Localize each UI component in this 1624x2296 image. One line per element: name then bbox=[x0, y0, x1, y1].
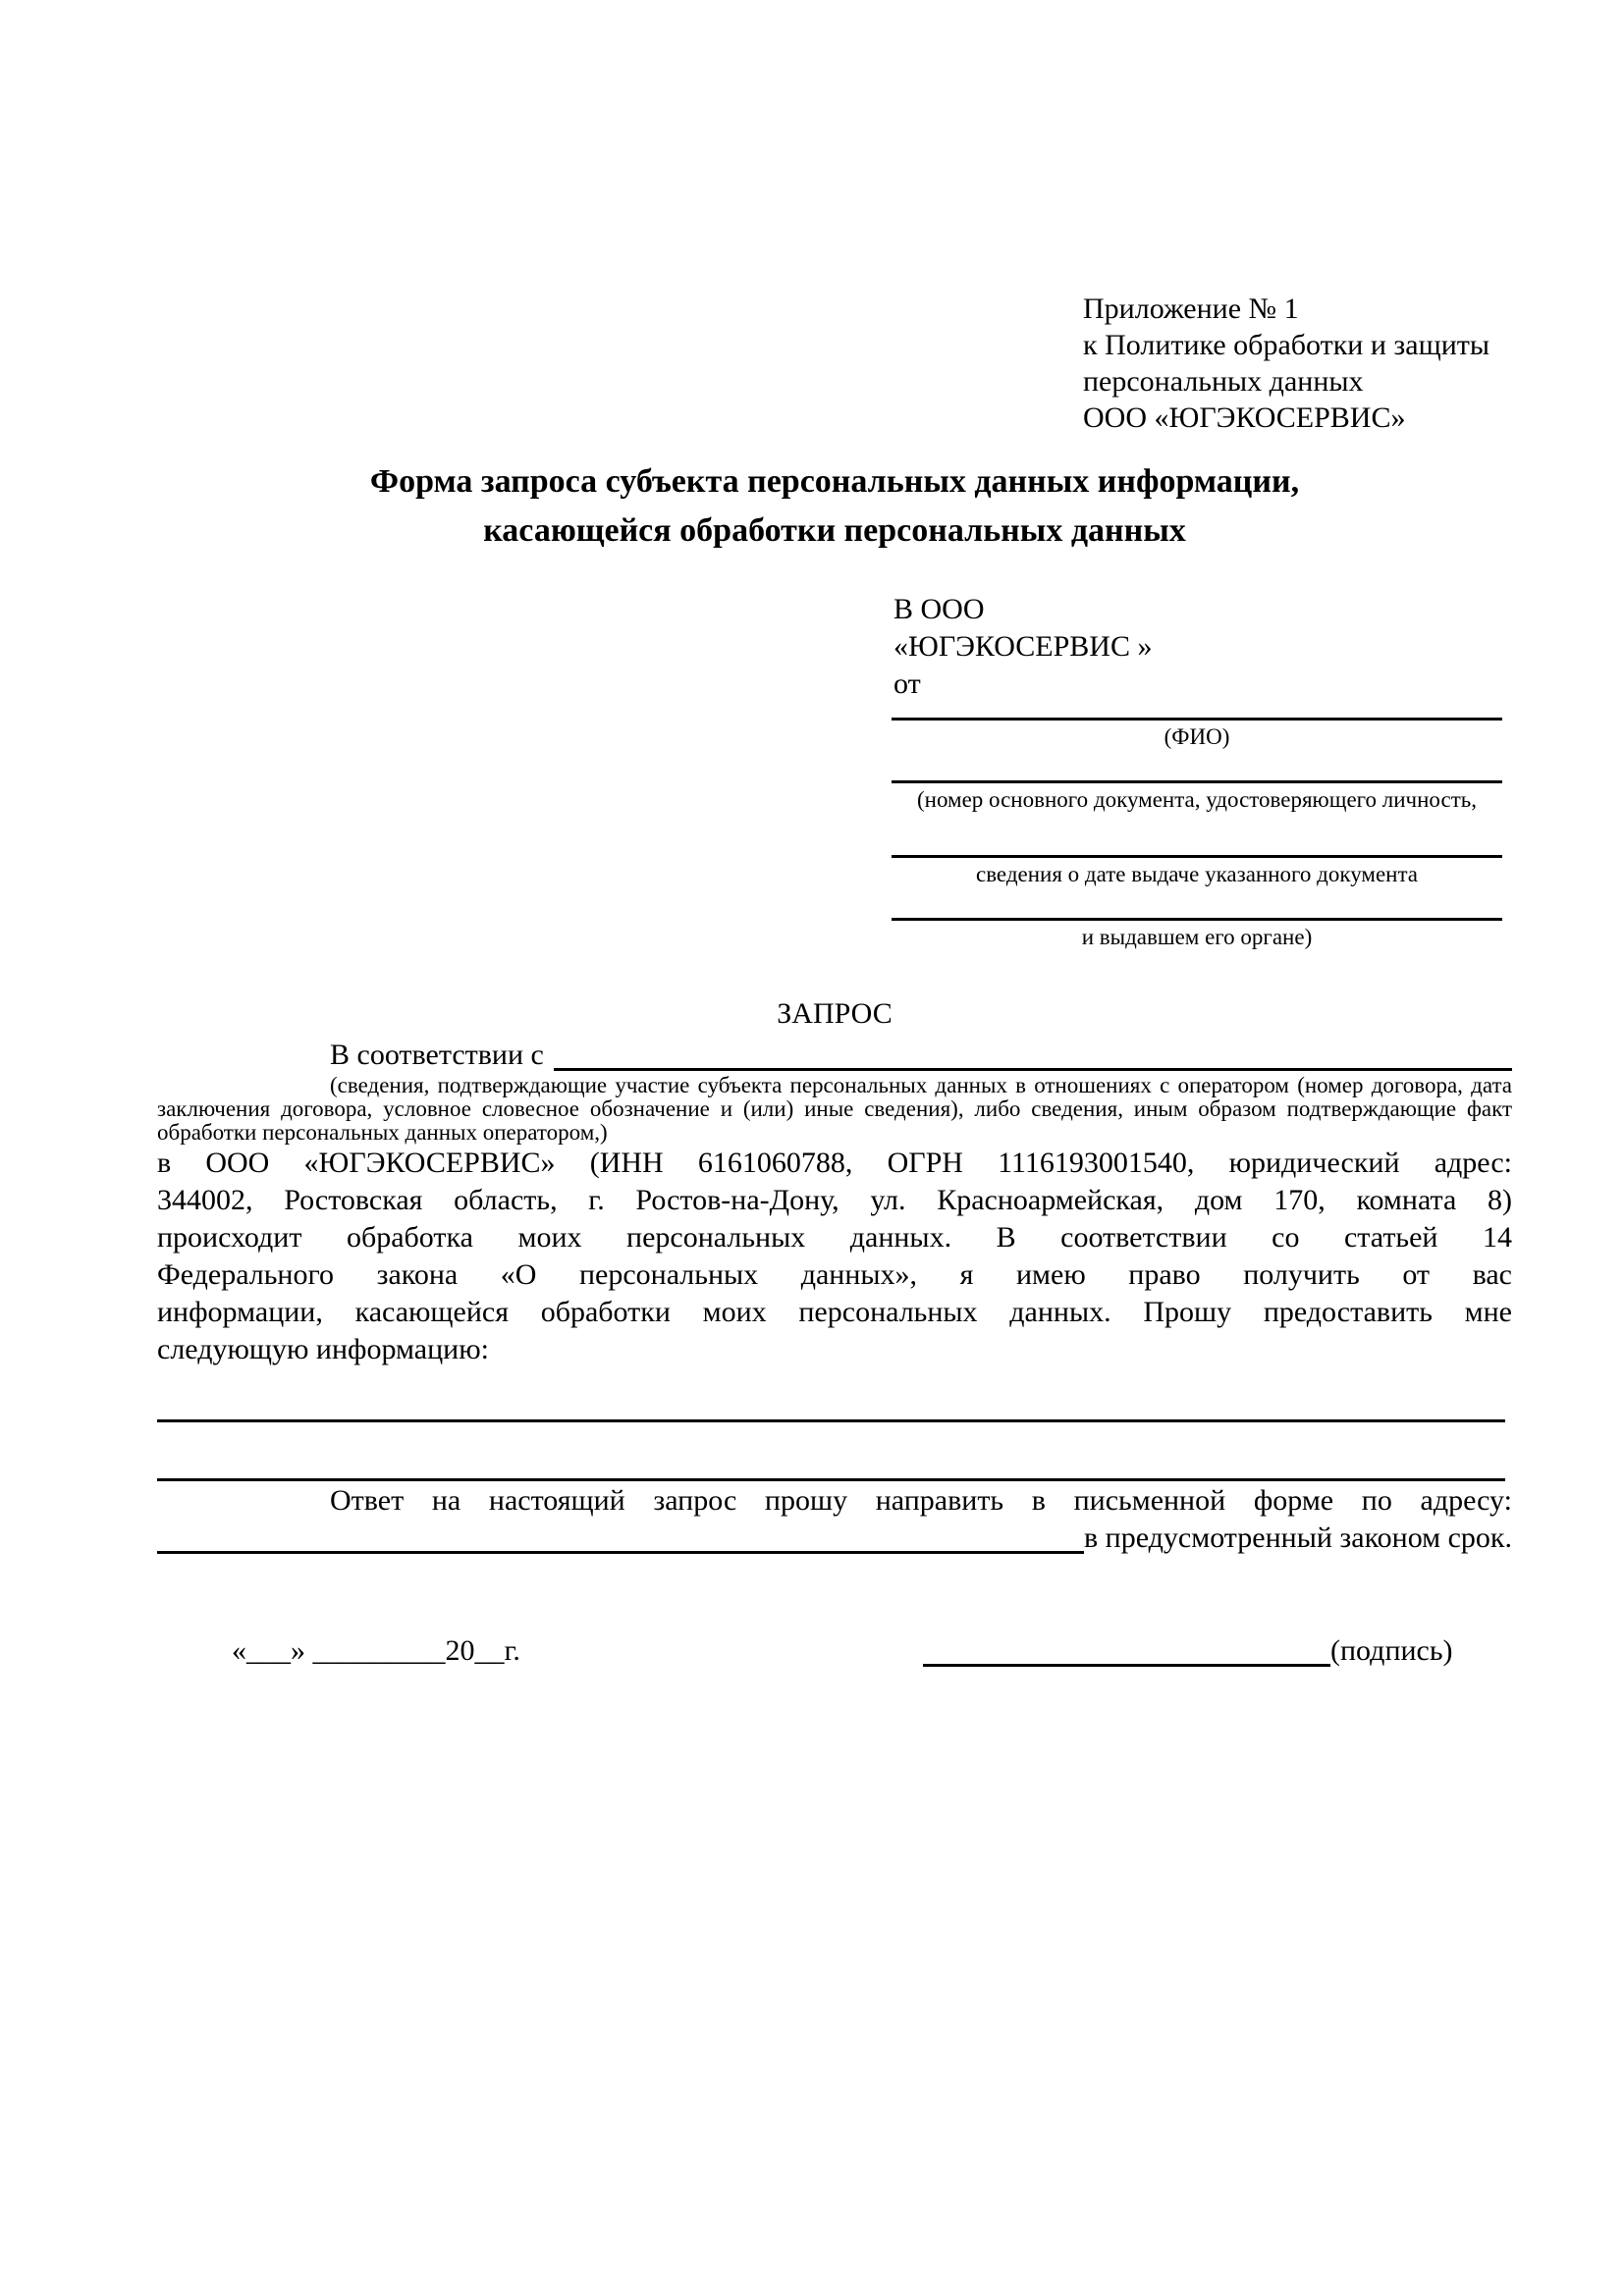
intro-caption-line: обработки персональных данных оператором,) bbox=[157, 1120, 608, 1145]
field-caption: (ФИО) bbox=[1164, 724, 1230, 749]
body-line: информации, касающейся обработки моих персональных данных. Прошу предоставить мне bbox=[157, 1296, 1512, 1328]
intro-caption bbox=[157, 1074, 1512, 1145]
reply-sentence: Ответ на настоящий запрос прошу направить в письменной форме по адресу: bbox=[330, 1484, 1512, 1517]
reply-tail: в предусмотренный законом срок. bbox=[1084, 1522, 1512, 1554]
date-blank: «___» _________20__г. bbox=[232, 1634, 520, 1667]
field-caption: (номер основного документа, удостоверяющего личность, bbox=[916, 787, 1477, 812]
appendix-header-line: к Политике обработки и защиты bbox=[1083, 329, 1490, 361]
intro-caption-line: (сведения, подтверждающие участие субъекта персональных данных в отношениях с оператором (номер договора, дата bbox=[330, 1073, 1512, 1097]
blank-line bbox=[892, 780, 1502, 783]
document-title bbox=[157, 457, 1512, 556]
blank-line bbox=[554, 1037, 1512, 1071]
body-line: происходит обработка моих персональных данных. В соответствии со статьей 14 bbox=[157, 1221, 1512, 1254]
signature-caption: (подпись) bbox=[1330, 1634, 1453, 1667]
fio-blank-field bbox=[892, 718, 1502, 750]
body-line: Федерального закона «О персональных данных», я имею право получить от вас bbox=[157, 1258, 1512, 1291]
intro-label: В соответствии с bbox=[330, 1039, 544, 1071]
reply-address-row bbox=[157, 1520, 1512, 1557]
appendix-header-line: персональных данных bbox=[1083, 365, 1364, 398]
document-title-line: касающейся обработки персональных данных bbox=[483, 512, 1186, 549]
issue-date-blank-field bbox=[892, 855, 1502, 887]
blank-line bbox=[892, 855, 1502, 858]
paragraph-indent bbox=[157, 1037, 330, 1074]
document-title-line: Форма запроса субъекта персональных данных информации, bbox=[369, 463, 1300, 500]
blank-line bbox=[892, 718, 1502, 721]
addressee-from-label: от bbox=[893, 667, 921, 700]
blank-line bbox=[157, 1478, 1505, 1481]
addressee-org: «ЮГЭКОСЕРВИС » bbox=[893, 630, 1153, 663]
appendix-header bbox=[1083, 291, 1489, 436]
blank-line bbox=[157, 1419, 1505, 1422]
field-caption: сведения о дате выдаче указанного документа bbox=[975, 862, 1419, 886]
body-line: 344002, Ростовская область, г. Ростов-на-Дону, ул. Красноармейская, дом 170, комната 8) bbox=[157, 1184, 1512, 1216]
body-line: следующую информацию: bbox=[157, 1333, 489, 1365]
request-heading: ЗАПРОС bbox=[777, 997, 893, 1030]
addressee-to: В ООО bbox=[893, 593, 985, 625]
body-paragraph bbox=[157, 1145, 1512, 1368]
blank-line bbox=[892, 918, 1502, 921]
intro-caption-line: заключения договора, условное словесное обозначение и (или) иные сведения), либо сведения, иным образом подтверждающие факт bbox=[157, 1096, 1512, 1121]
signature-row bbox=[923, 1631, 1453, 1671]
appendix-header-line: ООО «ЮГЭКОСЕРВИС» bbox=[1083, 401, 1406, 434]
issuing-authority-blank-field bbox=[892, 918, 1502, 950]
body-line: в ООО «ЮГЭКОСЕРВИС» (ИНН 6161060788, ОГРН 1116193001540, юридический адрес: bbox=[157, 1147, 1512, 1179]
appendix-header-line: Приложение № 1 bbox=[1083, 293, 1299, 325]
intro-row bbox=[157, 1037, 1512, 1074]
signature-blank-line bbox=[923, 1631, 1330, 1667]
document-number-blank-field bbox=[892, 780, 1502, 813]
blank-line bbox=[157, 1520, 1084, 1554]
field-caption: и выдавшем его органе) bbox=[1081, 925, 1313, 949]
